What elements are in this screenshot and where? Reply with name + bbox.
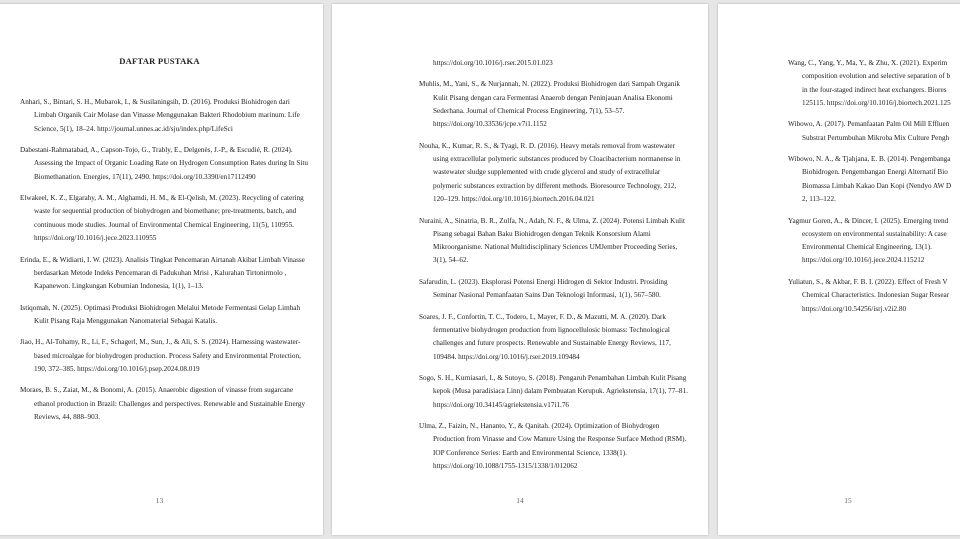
reference-item: Istiqomah, N. (2025). Optimasi Produksi Biohidrogen Melalui Metode Fermentasi Gelap Limbah Kulit Pisang Raja Menggunakan Nanomaterial Sebagai Katalis. xyxy=(20,303,301,325)
page-heading: DAFTAR PUSTAKA xyxy=(119,56,200,66)
reference-item: Soares, J. F., Confortin, T. C., Todero, I., Mayer, F. D., & Mazutti, M. A. (2020). Dark fermentative biohydrogen production from lignocellulosic biomass: Technological challenges and future prospects. Renewable and Sustainable Energy Reviews, 117, 109484. https://doi.org/10.1016/j.rser.2019.109484 xyxy=(419,312,671,361)
reference-line: Wibowo, N. A., & Tjahjana, E. B. (2014). Pengembanga xyxy=(788,155,951,164)
reference-list xyxy=(20,96,311,433)
reference-item xyxy=(788,57,960,110)
reference-line: Substrat Pertumbuhan Mikroba Mix Culture Pengh xyxy=(802,133,950,142)
reference-item xyxy=(788,118,960,145)
reference-line: 2, 113–122. xyxy=(802,195,836,204)
reference-line: composition evolution and selective separation of b xyxy=(802,72,951,81)
reference-line: Yuliatun, S., & Akbar, F. B. I. (2022). Effect of Fresh V xyxy=(788,277,948,286)
reference-line: https://doi.org/10.1016/j.jece.2024.115212 xyxy=(802,256,925,265)
reference-line: Biohidrogen. Pengembangan Energi Alternatif Bio xyxy=(802,168,948,177)
reference-item: Safarudin, L. (2023). Eksplorasi Potensi Energi Hidrogen di Sektor Industri. Prosiding Seminar Nasional Pemanfaatan Sains Dan Teknologi Informasi, 1(1), 567–580. xyxy=(419,277,668,300)
reference-list xyxy=(788,57,960,324)
page-number: 13 xyxy=(155,496,164,505)
reference-item: Muhlis, M., Yani, S., & Nurjannah, N. (2022). Produksi Biohidrogen dari Sampah Organik Kulit Pisang dengan cara Fermentasi Anaerob dengan Peninjauan Analisa Ekonomi Sederhana. Journal of Chemical Process Engineering, 7(1), 53–57. https://doi.org/10.33536/jcpe.v7i1.1152 xyxy=(419,80,681,129)
reference-item xyxy=(788,153,960,206)
reference-item: Nouha, K., Kumar, R. S., & Tyagi, R. D. (2016). Heavy metals removal from wastewater using extracellular polymeric substances produced by Cloacibacterium normanense in wastewater sludge supplemented with crude glycerol and study of extracellular polymeric substances extraction by different methods. Bioresource Technology, 212, 120–129. https://doi.org/10.1016/j.biortech.2016.04.021 xyxy=(419,141,681,204)
reference-item: Dabestani-Rahmatabad, A., Capson-Tojo, G., Trably, E., Delgenès, J.-P., & Escudié, R. (2024). Assessing the Impact of Organic Loading Rate on Hydrogen Consumption Rates during In Situ Biomethanation. Energies, 17(11), 2490. https://doi.org/10.3390/en17112490 xyxy=(20,146,308,181)
reference-item xyxy=(788,276,960,316)
reference-line: Biomassa Limbah Kakao Dan Kopi (Nendyo AW D xyxy=(802,181,952,190)
reference-item: Ulma, Z., Faizin, N., Hananto, Y., & Qanitah. (2024). Optimization of Biohydrogen Production from Vinasse and Cow Manure Using the Response Surface Method (RSM). IOP Conference Series: Earth and Environmental Science, 1338(1). https://doi.org/10.1088/1755-1315/1338/1/012062 xyxy=(419,422,687,471)
reference-line: 125115. https://doi.org/10.1016/j.biortech.2021.125 xyxy=(802,98,951,107)
reference-line: Chemical Characteristics. Indonesian Sugar Resear xyxy=(802,291,950,300)
reference-line: ecosystem on environmental sustainability: A case xyxy=(802,229,947,238)
reference-line: Wang, C., Yang, Y., Ma, Y., & Zhu, X. (2021). Experim xyxy=(788,59,948,67)
document-page-13 xyxy=(0,4,323,535)
reference-line: https://doi.org/10.54256/isrj.v2i2.80 xyxy=(802,304,907,313)
reference-line: Yagmur Goren, A., & Dincer, I. (2025). Emerging trend xyxy=(788,216,949,225)
reference-continuation: https://doi.org/10.1016/j.rser.2015.01.023 xyxy=(433,59,553,67)
page-number: 15 xyxy=(844,496,852,505)
reference-item xyxy=(788,215,960,268)
reference-item: Sogo, S. H., Kurniasari, I., & Sutoyo, S. (2018). Pengaruh Penambahan Limbah Kulit Pisang kepok (Musa paradisiaca Linn) dalam Pembuatan Kerupuk. Agriekstensia, 17(1), 77–81. https://doi.org/10.34145/agriekstensia.v17i1.76 xyxy=(419,374,688,409)
reference-line: Wibowo, A. (2017). Pemanfaatan Palm Oil Mill Effluen xyxy=(788,120,950,129)
reference-item: Erinda, E., & Widiarti, I. W. (2023). Analisis Tingkat Pencemaran Airtanah Akibat Limbah Vinasse berdasarkan Metode Indeks Pencemaran di Padukuhan Mrisi , Kalurahan Tirtonirmolo , Kapanewon. Lingkungan Kebumian Indonesia, 1(1), 1–13. xyxy=(20,255,305,291)
reference-item: Nuraini, A., Sinatria, B. R., Zulfa, N., Adah, N. F., & Ulma, Z. (2024). Potensi Limbah Kulit Pisang sebagai Bahan Baku Biohidrogen dengan Teknik Konsorsium Alami Mikroorganisme. National Multidisciplinary Sciences UMJember Proceeding Series, 3(1), 54–62. xyxy=(419,216,685,265)
document-page-14 xyxy=(332,4,708,535)
reference-list xyxy=(419,57,690,482)
reference-item: Elwakeel, K. Z., Elgarahy, A. M., Alghamdi, H. M., & El-Qelish, M. (2023). Recycling of catering waste for sequential production of biohydrogen and biomethane; pre-treatments, batch, and continuous mode studies. Journal of Environmental Chemical Engineering, 11(5), 110955. https://doi.org/10.1016/j.jece.2023.110955 xyxy=(20,194,304,243)
reference-item: Anhari, S., Bintari, S. H., Mubarok, I., & Susilaningsih, D. (2016). Produksi Biohidrogen dari Limbah Organik Cair Molase dan Vinasse Menggunakan Bakteri Rhodobium marinum. Life Science, 5(1), 18–24. http://journal.unnes.ac.id/sju/index.php/LifeSci xyxy=(20,98,300,133)
reference-line: Environmental Chemical Engineering, 13(1). xyxy=(802,243,932,252)
reference-item: Moraes, B. S., Zaiat, M., & Bonomi, A. (2015). Anaerobic digestion of vinasse from sugarcane ethanol production in Brazil: Challenges and perspectives. Renewable and Sustainable Energy Reviews, 44, 888–903. xyxy=(20,386,306,422)
document-page-15 xyxy=(718,4,960,535)
reference-item: Jiao, H., Al-Tohamy, R., Li, F., Schagerl, M., Sun, J., & Ali, S. S. (2024). Harnessing wastewater-based microalgae for biohydrogen production. Process Safety and Environmental Protection, 190, 372–385. https://doi.org/10.1016/j.psep.2024.08.019 xyxy=(20,338,301,373)
reference-line: in the four-staged indirect heat exchangers. Biores xyxy=(802,85,947,94)
page-number: 14 xyxy=(516,496,524,505)
